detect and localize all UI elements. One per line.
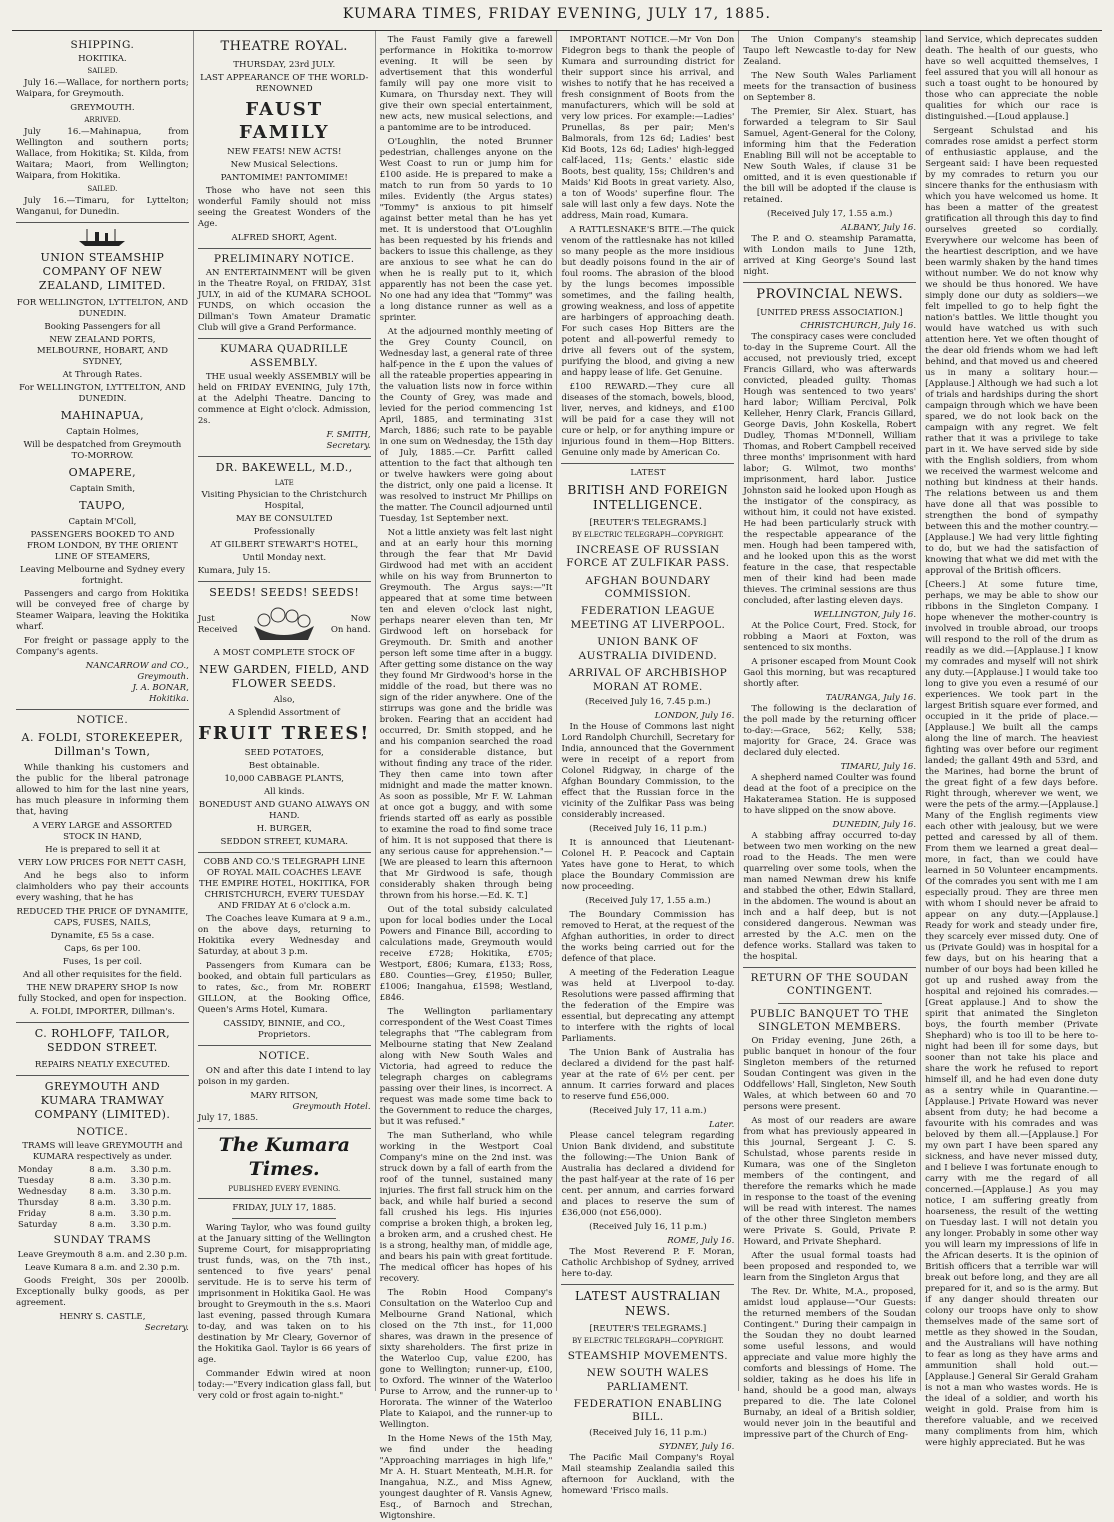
article-sutherland: The man Sutherland, who while working in the Westport Coal Company's mine on the 2nd inst. was struck down by a fall of earth from the roof of the tunnel, sustained many injuries. The first fall struck him on the back, and while half buried a second fall crushed his legs. His injuries comprise a broken thigh, a broken leg, a broken arm, and a crushed chest. He is a strong, healthy man, of middle age, and bears his pain with great fortitude. The medical officer has hopes of his recovery.	[379, 1131, 553, 1284]
cabbage-plants: 10,000 CABBAGE PLANTS,	[224, 774, 345, 785]
dateline-wellington: WELLINGTON, July 16.	[813, 609, 917, 620]
bakewell-late: LATE	[274, 479, 294, 488]
conspiracy-text: The conspiracy cases were concluded to-day in the Supreme Court. All the accused, not previously tried, except Francis Gillard, who was afterwards convicted, pleaded guilty. Thomas Hough was sentenced to two years' hard labor; William Percival, Polk Kelleher, Henry Clark, Francis Gillard, George Davis, John Koskella, Robert Dudley, Thomas M'Donnell, William Thomas, and Robert Campbell received three months' imprisonment with hard labor; G. Wilmot, two months' imprisonment, hard labor. Justice Johnston said he looked upon Hough as the instigator of the conspiracy, as without him, it could not have existed. He had been particularly struck with the respectable appearance of the men. Hough had been tampered with, and he looked upon this as the worst feature in the case, that respectable men of their kind had been made thieves. The criminal sessions are thus concluded, after lasting eleven days.	[743, 331, 917, 606]
tramway-notice: NOTICE.	[76, 1125, 129, 1138]
received-3: (Received July 17, 1.55 a.m.)	[585, 896, 711, 907]
tram-row	[16, 1198, 189, 1209]
tram-am: 8 a.m.	[89, 1176, 116, 1187]
short-agent: ALFRED SHORT, Agent.	[231, 232, 337, 243]
boundary-text: The Boundary Commission has removed to Herat, at the request of the Afghan authorities, in order to direct the works being carried out for the defence of that place.	[561, 910, 735, 965]
received-4: (Received July 17, 11 a.m.)	[589, 1106, 707, 1117]
article-faust: The Faust Family give a farewell performance in Hokitika to-morrow evening. It will be seen by advertisement that this wonderful family will pay one more visit to Kumara, on Thursday next. They will give their own special entertainment, new acts, new musical selections, and a pantomime are to be introduced.	[379, 35, 553, 133]
heading-moran: ARRIVAL OF ARCHBISHOP MORAN AT ROME.	[568, 667, 728, 693]
seed-best: Best obtainable.	[248, 761, 320, 772]
electric-label: BY ELECTRIC TELEGRAPH—COPYRIGHT.	[572, 530, 724, 539]
british-foreign-heading: BRITISH AND FOREIGN INTELLIGENCE.	[567, 483, 729, 513]
publication-date: FRIDAY, JULY 17, 1885.	[232, 1203, 337, 1214]
article-girdwood: Not a little anxiety was felt last night and at an early hour this morning through the fear that Mr David Girdwood had met with an accident while on his way from Brunnerton to Greymouth. The Argus says:—"It appeared that at some time between ten and eleven o'clock last night, perhaps nearer eleven than ten, Mr Girdwood left on horseback for Greymouth. Dr. Smith and another person left some time after in a buggy. After getting some distance on the way they found Mr Girdwood's horse in the middle of the road, but there was no sign of the rider anywhere. One of the stirrups was gone and the bridle was broken. Fearing that an accident had occurred, Dr. Smith stopped, and he and his companion searched the road for a considerable distance, but without finding any trace of the rider. They then came into town after midnight and made the matter known. As soon as possible, Mr F. W. Lahman at once got a buggy, and with some friends started off as early as possible to examine the road to find some trace of him. It is not supposed that there is any serious cause for apprehension."—[We are pleased to learn this afternoon that Mr Girdwood is safe, though considerably shaken through being thrown from his horse.—Ed. K. T.]	[379, 528, 553, 901]
burger-address: SEDDON STREET, KUMARA.	[220, 837, 349, 848]
passengers-booked: PASSENGERS BOOKED TO AND FROM LONDON, BY THE ORIENT LINE OF STEAMERS,	[26, 529, 178, 562]
tram-am: 8 a.m.	[89, 1186, 116, 1197]
tram-day: Wednesday	[18, 1186, 67, 1197]
drapery-shop: THE NEW DRAPERY SHOP Is now fully Stocked, and open for inspection.	[18, 983, 187, 1005]
dateline-london: LONDON, July 16.	[654, 711, 735, 722]
seed-potatoes: SEED POTATOES,	[244, 748, 324, 759]
heading-union-bank: UNION BANK OF AUSTRALIA DIVIDEND.	[578, 636, 718, 662]
commander-weather: Commander Edwin wired at noon today:—"Every indication glass fall, but very cold or frost again to-night."	[197, 1369, 371, 1402]
heading-federation: FEDERATION LEAGUE MEETING AT LIVERPOOL.	[570, 605, 726, 631]
agent-1: NANCARROW and CO.,	[85, 660, 189, 671]
moran-text: The Most Reverend P. F. Moran, Catholic Archbishop of Sydney, arrived here to-day.	[561, 1247, 735, 1280]
preliminary-notice: PRELIMINARY NOTICE.	[213, 252, 355, 265]
burger-name: H. BURGER,	[256, 824, 312, 835]
published-every: PUBLISHED EVERY EVENING.	[228, 1185, 341, 1194]
flower-basket-icon	[244, 606, 324, 644]
garden-seeds: NEW GARDEN, FIELD, AND FLOWER SEEDS.	[199, 663, 370, 691]
reward-notice: £100 REWARD.—They cure all diseases of the stomach, bowels, blood, liver, nerves, and kidneys, and £100 will be paid for a case they will not cure or help, or for anything impure or injurious found in them—Hop Bitters. Genuine only made by American Co.	[561, 382, 735, 458]
dateline-sydney: SYDNEY, July 16.	[659, 1441, 735, 1452]
ritson-place: Greymouth Hotel.	[292, 1101, 371, 1112]
goods-freight: Goods Freight, 30s per 2000lb. Exceptionally bulky goods, as per agreement.	[16, 1275, 189, 1308]
foldi-sell: He is prepared to sell it at	[45, 845, 160, 856]
received-2: (Received July 16, 11 p.m.)	[589, 824, 707, 835]
foldi-fuses: Fuses, 1s per coil.	[62, 957, 142, 968]
poll-text: The following is the declaration of the poll made by the returning officer to-day:—Grace, 562; Kelly, 538; majority for Grace, 24. Grace was declared duly elected.	[743, 703, 917, 758]
banquet-text: On Friday evening, June 26th, a public banquet in honour of the four Singleton members of the returned Soudan Contingent was given in the Oddfellows' Hall, Singleton, New South Wales, at which between 60 and 70 persons were present.	[743, 1036, 917, 1113]
notice-heading: NOTICE.	[76, 713, 129, 726]
tram-day: Tuesday	[18, 1176, 54, 1187]
sunday-1: Leave Greymouth 8 a.m. and 2.30 p.m.	[17, 1249, 188, 1260]
soudan-heading: RETURN OF THE SOUDAN CONTINGENT.	[750, 971, 909, 998]
complete-stock: A MOST COMPLETE STOCK OF	[213, 648, 355, 659]
column-6	[921, 31, 1102, 1448]
seeds-now: Now	[350, 614, 371, 625]
tram-row	[16, 1176, 189, 1187]
agent-2-place: Hokitika.	[148, 693, 189, 704]
usc-route-1: FOR WELLINGTON, LYTTELTON, AND DUNEDIN.	[16, 297, 189, 319]
tram-pm: 3.30 p.m.	[130, 1165, 172, 1176]
banquet-heading: PUBLIC BANQUET TO THE SINGLETON MEMBERS.	[750, 1007, 910, 1033]
foldi-stock: A VERY LARGE and ASSORTED STOCK IN HAND,	[32, 821, 173, 843]
ship-1-when: Will be despatched from Greymouth TO-MORROW.	[23, 439, 182, 461]
ship-taupo: TAUPO,	[79, 498, 126, 512]
ship-1-captain: Captain Holmes,	[66, 426, 139, 437]
ritson-name: MARY RITSON,	[250, 1090, 319, 1101]
seeds-banner	[198, 604, 371, 646]
article-subsidy: Out of the total subsidy calculated upon for local bodies under the Local Powers and Finance Bill, according to calculations made, Greymouth would receive £728; Hokitika, £705; Westport, £806; Kumara, £133; Ross, £80. Counties—Grey, £1950; Buller, £1006; Inangahua, £1598; Westland, £846.	[379, 905, 553, 1003]
reuters-label-2: [REUTER'S TELEGRAMS.]	[589, 1323, 707, 1334]
tramway-leave: TRAMS will leave GREYMOUTH and KUMARA respectively as under.	[22, 1141, 183, 1163]
reuters-label: [REUTER'S TELEGRAMS.]	[589, 517, 707, 528]
po-text: The P. and O. steamship Paramatta, with London mails to June 12th, arrived at King George's Sound last night.	[743, 234, 917, 277]
tram-day: Monday	[18, 1165, 53, 1176]
upa-label: [UNITED PRESS ASSOCIATION.]	[756, 307, 903, 318]
bonedust: BONEDUST AND GUANO ALWAYS ON HAND.	[198, 800, 370, 822]
cassidy-proprietors: CASSIDY, BINNIE, and CO., Proprietors.	[223, 1019, 346, 1041]
sailed-label-2: SAILED.	[87, 185, 118, 194]
bakewell-hotel: AT GILBERT STEWART'S HOTEL,	[210, 540, 359, 551]
cancel-text: Please cancel telegram regarding Union Bank dividend, and substitute the following:—The Union Bank of Australia has declared a dividend for the past half-year at the rate of 16 per cent. per annum, and carries forward and places to reserve the sum of £36,000 (not £56,000).	[561, 1131, 735, 1219]
faust-text: Those who have not seen this wonderful Family should not miss seeing the Greatest Wonders of the Age.	[197, 185, 371, 229]
tram-am: 8 a.m.	[89, 1208, 116, 1219]
seeds-onhand: On hand.	[330, 625, 371, 636]
notice-heading-2: NOTICE.	[258, 1050, 310, 1063]
usc-through: At Through Rates.	[62, 369, 143, 380]
ship-mahinapua: MAHINAPUA,	[60, 408, 145, 422]
tram-pm: 3.30 p.m.	[130, 1197, 172, 1208]
received-7: (Received July 17, 1.55 a.m.)	[767, 209, 893, 219]
electric-label-2: BY ELECTRIC TELEGRAPH—COPYRIGHT.	[572, 1336, 724, 1345]
entertainment-text: AN ENTERTAINMENT will be given in the Theatre Royal, on FRIDAY, 31st JULY, in aid of the KUMARA SCHOOL FUNDS, on which occasion the Dillman's Town Amateur Dramatic Club will give a Grand Performance.	[197, 268, 371, 334]
tram-row	[16, 1220, 189, 1231]
dateline-timaru: TIMARU, July 16.	[840, 761, 917, 772]
dateline-albany: ALBANY, July 16.	[841, 223, 917, 233]
greymouth-heading: GREYMOUTH.	[70, 103, 135, 114]
tram-am: 8 a.m.	[89, 1219, 116, 1230]
heading-russian-force: INCREASE OF RUSSIAN FORCE AT ZULFIKAR PASS.	[566, 543, 730, 570]
arrived-label: ARRIVED.	[84, 116, 121, 125]
article-robin-hood: The Robin Hood Company's Consultation on the Waterloo Cup and Melbourne Grand National, which closed on the 7th inst., for 11,000 shares, was drawn in the presence of sixty shareholders. The first prize in the Waterloo Cup, value £200, has gone to Wellington; runner-up, £100, to Oxford. The winner of the Waterloo Purse to Arrow, and the runner-up to Hororata. The winner of the Waterloo Plate to Kaiapoi, and the runner-up to Wellington.	[379, 1288, 553, 1430]
bakewell-visiting: Visiting Physician to the Christchurch Hospital,	[201, 490, 368, 512]
union-taupo: The Union Company's steamship Taupo left Newcastle to-day for New Zealand.	[743, 35, 917, 67]
ship-2-captain: Captain Smith,	[69, 483, 136, 494]
castle-title: Secretary.	[144, 1322, 189, 1333]
tram-row	[16, 1209, 189, 1220]
agent-2: J. A. BONAR,	[132, 682, 189, 693]
seeds-also: Also,	[273, 695, 295, 706]
received-1: (Received July 16, 7.45 p.m.)	[585, 697, 711, 708]
white-speech: The Rev. Dr. White, M.A., proposed, amidst loud applause—"Our Guests: the returned members of the Soudan Contingent." During their campaign in the Soudan they no doubt learned some useful lessons, and would appreciate and value more highly the comforts and blessings of Home. The soldier, taking as he does his life in hand, should be a good man, always prepared to die. The late Colonel Burnaby, an ideal of a British soldier, would never join in the beautiful and impressive part of the Church of Eng-	[743, 1287, 917, 1441]
foldi-text: While thanking his customers and the public for the liberal patronage allowed to him for the last nine years, has much pleasure in informing them that, having	[16, 763, 189, 818]
heading-fed-bill: FEDERATION ENABLING BILL.	[573, 1398, 723, 1424]
later-label: Later.	[709, 1120, 735, 1131]
schulstad-text: As most of our readers are aware from what has previously appeared in this journal, Sergeant J. C. S. Schulstad, whose parents reside in Kumara, was one of the Singleton members of the contingent, and therefore the remarks which he made in response to the toast of the evening will be read with interest. The names of the other three Singleton members were Private S. Gould, Private P. Howard, and Private Shephard.	[743, 1116, 917, 1248]
tram-pm: 3.30 p.m.	[130, 1219, 172, 1230]
dateline-christchurch: CHRISTCHURCH, July 16.	[800, 320, 917, 331]
prisoner-text: A prisoner escaped from Mount Cook Gaol this morning, but was recaptured shortly after.	[743, 656, 917, 689]
received-5: (Received July 16, 11 p.m.)	[589, 1222, 707, 1233]
usc-ports: NEW ZEALAND PORTS, MELBOURNE, HOBART, AND SYDNEY,	[36, 334, 169, 367]
cargo-note: Passengers and cargo from Hokitika will be conveyed free of charge by Steamer Waipara, leaving the Hokitika wharf.	[16, 588, 189, 632]
premier-text: The Premier, Sir Alex. Stuart, has forwarded a telegram to Sir Saul Samuel, Agent-General for the Colony, informing him that the Federation Enabling Bill will not be acceptable to New South Wales, if clause 31 be omitted, and it is even questionable if the bill will be adopted if the clause is retained.	[743, 107, 917, 205]
theatre-royal-title: THEATRE ROYAL.	[220, 39, 348, 54]
police-text: At the Police Court, Fred. Stock, for robbing a Maori at Foxton, was sentenced to six months.	[743, 620, 917, 653]
latest-label: LATEST	[630, 468, 666, 478]
foldi-prices: VERY LOW PRICES FOR NETT CASH,	[18, 858, 187, 869]
speech-continued-2: Sergeant Schulstad and his comrades rose amidst a perfect storm of enthusiastic applause, and the Sergeant said: I have been requested by my comrades to return you our sincere thanks for the enthusiasm with which you have welcomed us home. It has been a matter of the greatest gratification all through this day to find ourselves greeted so cordially. Everywhere our welcome has been of the heartiest description, and we have been warmly shaken by the hand times without number. We do not know why we should be thus honored. We have simply done our duty as soldiers—we felt impelled to go to help fight the nation's battles. We little thought you would have watched us with such attention here. Yet we often thought of the dear old friends whom we had left behind, and that moved us and cheered us in many a solitary hour.—[Applause.] Although we had such a lot of trials and hardships during the short campaign through which we have been spared, we do not look back on the campaign with any regret. We felt rather that it was a privilege to take part in it. We have served side by side with the English soldiers, from whom we received the warmest welcome and nothing but kindness at their hands. The relations between us and them have done all that was possible to strengthen the bond of sympathy between this and the mother country.—[Applause.] We had very little fighting to do, but we had the satisfaction of knowing that what we did met with the approval of the British officers.	[925, 126, 1098, 576]
last-appearance: LAST APPEARANCE OF THE WORLD-RENOWNED	[200, 72, 369, 94]
smith-title: Secretary.	[326, 441, 371, 451]
tram-day: Friday	[18, 1208, 46, 1219]
cobb-coaches: COBB AND CO.'S TELEGRAPH LINE OF ROYAL MAIL COACHES LEAVE THE EMPIRE HOTEL, HOKITIKA, FOR CHRISTCHURCH, EVERY TUESDAY AND FRIDAY At 6 o'clock a.m.	[199, 857, 370, 912]
foldi-reduced: REDUCED THE PRICE OF DYNAMITE, CAPS, FUSES, NAILS,	[16, 907, 189, 929]
agent-1-place: Greymouth.	[137, 671, 189, 682]
seeds-just: Just	[197, 614, 215, 625]
tram-timetable	[16, 1165, 189, 1230]
ship-omapere: OMAPERE,	[68, 465, 137, 479]
quadrille-title: KUMARA QUADRILLE ASSEMBLY.	[220, 343, 349, 369]
quadrille-text: THE usual weekly ASSEMBLY will be held on FRIDAY EVENING, July 17th, at the Adelphi Theatre. Dancing to commence at Eight o'clock. Admission, 2s.	[197, 372, 371, 426]
masthead: KUMARA TIMES, FRIDAY EVENING, JULY 17, 1885.	[12, 0, 1102, 31]
column-4	[557, 31, 739, 1496]
pantomime: PANTOMIME! PANTOMIME!	[220, 172, 348, 183]
smith-name: F. SMITH,	[326, 430, 371, 440]
ship-3-captain: Captain M'Coll,	[68, 516, 137, 527]
received-6: (Received July 16, 11 p.m.)	[589, 1427, 707, 1438]
greymouth-sailed: July 16.—Timaru, for Lyttelton; Wanganui, for Dunedin.	[16, 196, 189, 218]
dateline-dunedin: DUNEDIN, July 16.	[832, 819, 917, 830]
nsw-parliament: The New South Wales Parliament meets for the transaction of business on September 8.	[743, 71, 917, 103]
castle-name: HENRY S. CASTLE,	[59, 1311, 146, 1322]
rohloff-title: C. ROHLOFF, TAILOR, SEDDON STREET.	[34, 1027, 171, 1055]
announced-text: It is announced that Lieutenant-Colonel H. P. Peacock and Captain Yates have gone to Herat, to which place the Boundary Commission are now proceeding.	[561, 838, 735, 893]
bakewell-title: DR. BAKEWELL, M.D.,	[215, 461, 353, 474]
fruit-trees: FRUIT TREES!	[198, 723, 371, 745]
seeds-splendid: A Splendid Assortment of	[228, 708, 340, 719]
coaches-text: The Coaches leave Kumara at 9 a.m., on the above days, returning to Hokitika every Wednesday and Saturday, at about 3 p.m.	[197, 914, 371, 958]
seeds-received: Received	[197, 625, 238, 636]
sunday-2: Leave Kumara 8 a.m. and 2.30 p.m.	[24, 1262, 180, 1273]
important-notice: IMPORTANT NOTICE.—Mr Von Don Fidegron begs to thank the people of Kumara and surrounding district for their support since his arrival, and wishes to notify that he has received a fresh consignment of Boots from the manufacturers, which will be sold at very low prices. For example:—Ladies' Prunellas, 8s per pair; Men's Balmorals, from 12s 6d; Ladies' best Kid Boots, 12s 6d; Ladies' high-legged calf-laced, 11s; Gents.' elastic side Boots, best quality, 15s; Children's and Maids' Kid Boots in great variety. Also, a ton of Woods' superfine flour. The sale will last only a few days. Note the address, Main road, Kumara.	[561, 35, 735, 221]
faust-family-title: FAUST FAMILY	[239, 98, 330, 143]
coaches-passengers: Passengers from Kumara can be booked, and obtain full particulars as to rates, &c., from Mr. ROBERT GILLON, at the Booking Office, Queen's Arms Hotel, Kumara.	[197, 961, 371, 1016]
union-bank-text: The Union Bank of Australia has declared a dividend for the past half-year at the rate of 6½ per cent. per annum. It carries forward and places to reserve fund £56,000.	[561, 1048, 735, 1103]
greymouth-arrived: July 16.—Mahinapua, from Wellington and southern ports; Wallace, from Hokitika; St. Kilda, from Waitara; Maori, from Wellington; Waipara, from Hokitika.	[16, 127, 189, 182]
poison-notice: ON and after this date I intend to lay poison in my garden.	[197, 1065, 371, 1087]
all-kinds: All kinds.	[263, 787, 305, 798]
leaving-note: Leaving Melbourne and Sydney every fortnight.	[19, 564, 185, 586]
tramway-title: GREYMOUTH AND KUMARA TRAMWAY COMPANY (LIMITED).	[34, 1079, 171, 1121]
article-home-news: In the Home News of the 15th May, we find under the heading "Approaching marriages in high life," Mr A. H. Stuart Menteath, M.H.R. for Inangahua, N.Z., and Miss Agnew, youngest daughter of R. Vansis Agnew, Esq., of Barnoch and Strechan, Wigtonshire.	[379, 1434, 553, 1521]
paper-title: The Kumara Times.	[218, 1133, 350, 1181]
speech-continued-1: land Service, which deprecates sudden death. The health of our guests, who have so well acquitted themselves, I feel assured that you will all honour as such a toast ought to be honoured by those who can appreciate the noble qualities for which our race is distinguished.—[Loud applause.]	[925, 35, 1098, 122]
foldi-caps: Caps, 6s per 100.	[64, 944, 141, 955]
theatre-date: THURSDAY, 23rd JULY.	[233, 59, 336, 70]
tram-pm: 3.30 p.m.	[130, 1176, 172, 1187]
tram-row	[16, 1187, 189, 1198]
rattlesnake-bite: A RATTLESNAKE'S BITE.—The quick venom of the rattlesnake has not killed so many people as the more insidious but deadly poisons found in the air of foul rooms. The abrasion of the blood by the lungs becomes impossible sometimes, and the failing health, growing weakness, and loss of appetite are harbingers of approaching death. For such cases Hop Bitters are the potent and all-powerful remedy to drive all fevers out of the system, purifying the blood, and giving a new and happy lease of life. Get Genuine.	[561, 225, 735, 378]
shepherd-text: A shepherd named Coulter was found dead at the foot of a precipice on the Hakateramea Station. He is supposed to have slipped on the snow above.	[743, 772, 917, 816]
article-oloughlin: O'Loughlin, the noted Brunner pedestrian, challenges anyone on the West Coast to run or jump him for £100 aside. He is prepared to make a match to run from 50 yards to 10 miles. Evidently (the Argus states) "Tommy" is anxious to pit himself against better metal than he has yet met. It is understood that O'Loughlin has been requested by his friends and backers to issue this challenge, as they are anxious to see what he can do when he is really put to it, which apparently has not been the case yet. No one had any idea that "Tommy" was a long distance runner as well as a sprinter.	[379, 137, 553, 323]
stabbing-text: A stabbing affray occurred to-day between two men working on the new road to the Heads. The men were quarreling over some tools, when the man named Newman drew his knife and stabbed the other, Edwin Stallard, in the abdomen. The wound is about an inch and a half deep, but is not considered dangerous. Newman was arrested by the A.C. men on the defence works. Stallard was taken to the hospital.	[743, 830, 917, 962]
shipping-heading: SHIPPING.	[70, 39, 135, 51]
bakewell-date: Kumara, July 15.	[197, 566, 271, 577]
repairs-note: REPAIRS NEATLY EXECUTED.	[34, 1059, 170, 1070]
foldi-dynamite: Dynamite, £5 5s a case.	[50, 931, 155, 942]
new-feats: NEW FEATS! NEW ACTS!	[227, 146, 342, 157]
dateline-rome: ROME, July 16.	[667, 1236, 735, 1247]
foldi-begs: And he begs also to inform claimholders who pay their accounts every washing, that he has	[16, 871, 189, 904]
heading-nsw: NEW SOUTH WALES PARLIAMENT.	[586, 1367, 710, 1393]
heading-steamship: STEAMSHIP MOVEMENTS.	[567, 1349, 729, 1362]
tram-row	[16, 1165, 189, 1176]
hokitika-sailed: July 16.—Wallace, for northern ports; Waipara, for Greymouth.	[16, 78, 189, 100]
speech-continued-3: [Cheers.] At some future time, perhaps, we may be able to show our ribbons in the Singleton Company. I hope whenever the mother-country is involved in trouble abroad, our troops will respond to the roll of the drum as readily as we did.—[Applause.] I know my comrades and myself will not shirk any duty.—[Applause.] I would take too long to give you even a resumé of our experiences. We took part in the largest British square ever formed, and occupied in it the pride of place.—[Applause.] We built all the camps along the line of march. The heaviest fighting was over before our regiment landed; the gallant 49th and 53rd, and the Marines, had borne the brunt of the great fight of a few days before. Right through, wherever we went, we were the pets of the army.—[Applause.] Many of the English regiments view each other with jealousy, but we were petted and caressed by all of them. From them we learned a great deal—more, in fact, than we could have learned in 50 Volunteer encampments. Of the comrades you sent with me I am especially proud. They are three men with whom I should never be afraid to appear on any duty.—[Applause.] Ready for work and steady under fire, they scarcely ever missed duty. One of us (Private Gould) was in hospital for a few days, but on his hearing that a number of our boys had been killed he got up and rushed away from the hospital and rejoined his comrades.—[Great applause.] And to show the spirit that animated the Singleton boys, the fourth member (Private Shephard) who is too ill to be here to-night had been ill for some days, but sooner than not take his place and share the work he refused to report himself ill, and he had even done duty as a sentry while in Quarantine.—[Applause.] Private Howard was never absent from duty; he had become a favourite with his comrades and was beloved by them all.—[Applause.] For my own part I have been spared any sickness, and have never missed duty, and I believe I was fortunate enough to carry with me the regard of all concerned.—[Applause.] As you may notice, I am suffering greatly from hoarseness, the result of the wetting on Tuesday last. I will not detain you any longer. Probably in some other way you will learn my impressions of life in the African deserts. It is the opinion of British officers that a terrible war will break out before long, and they are all prepared for it, and so is the army. But if any danger should threaten our colony our troops have only to show themselves made of the same sort of mettle as they showed in the Soudan, and the Australians will have nothing to fear as long as they have arms and ammunition shall hold out.—[Applause.] General Sir Gerald Graham is not a man who wastes words. He is the ideal of a soldier, and worth his weight in gold. Praise from him is therefore valuable, and we received many compliments from him, which were highly appreciated. But he was	[925, 580, 1098, 1448]
bakewell-consulted: MAY BE CONSULTED	[235, 514, 333, 525]
after-text: After the usual formal toasts had been proposed and responded to, we learn from the Singleton Argus that	[743, 1251, 917, 1284]
usc-route-2: For WELLINGTON, LYTTELTON, AND DUNEDIN.	[19, 382, 186, 404]
tram-day: Saturday	[18, 1219, 58, 1230]
waring-taylor-article: Waring Taylor, who was found guilty at the January sitting of the Wellington Supreme Court, for misappropriating trust funds, was, on the 7th inst., sentenced to five years' penal servitude. He is to serve his term of imprisonment in Hokitika Gaol. He was brought to Greymouth in the s.s. Maori last evening, passed through Kumara to-day, and was taken on to his destination by Mr Cleary, Governor of the Hokitika Gaol. Taylor is 66 years of age.	[197, 1223, 371, 1366]
foldi-signature: A. FOLDI, IMPORTER, Dillman's.	[29, 1007, 175, 1018]
column-3	[376, 31, 558, 1521]
tram-day: Thursday	[18, 1197, 59, 1208]
ritson-date: July 17, 1885.	[197, 1112, 259, 1123]
provincial-news-heading: PROVINCIAL NEWS.	[756, 287, 904, 302]
union-steamship-title: UNION STEAMSHIP COMPANY OF NEW ZEALAND, LIMITED.	[38, 251, 166, 293]
usc-booking: Booking Passengers for all	[44, 321, 161, 332]
foldi-title: A. FOLDI, STOREKEEPER, Dillman's Town,	[21, 731, 184, 759]
sailed-label: SAILED.	[87, 67, 118, 76]
federation-text: A meeting of the Federation League was held at Liverpool to-day. Resolutions were passed affirming that the federation of the Empire was essential, but deprecating any attempt to interfere with the rights of local Parliaments.	[561, 968, 735, 1045]
article-council: At the adjourned monthly meeting of the Grey County Council, on Wednesday last, a general rate of three half-pence in the £ upon the values of all the rateable properties appearing in the valuation lists now in force within the County of Grey, was made and levied for the period commencing 1st April, 1885, and terminating 31st March, 1886; such rate to be payable in one sum on Wednesday, the 15th day of July, 1885.—Cr. Parfitt called attention to the fact that although ten or twelve hawkers were going about the district, only one paid a license. It was resolved to instruct Mr Phillips on the matter. The Council adjourned until Tuesday, 1st September next.	[379, 327, 553, 524]
tram-pm: 3.30 p.m.	[130, 1186, 172, 1197]
tram-pm: 3.30 p.m.	[130, 1208, 172, 1219]
heading-afghan: AFGHAN BOUNDARY COMMISSION.	[585, 574, 711, 600]
bakewell-prof: Professionally	[253, 527, 315, 538]
pacific-text: The Pacific Mail Company's Royal Mail steamship Zealandia sailed this afternoon for Auckland, with the homeward 'Frisco mails.	[561, 1452, 735, 1496]
column-2	[194, 31, 376, 1402]
tram-am: 8 a.m.	[89, 1165, 116, 1176]
tram-am: 8 a.m.	[89, 1197, 116, 1208]
new-music: New Musical Selections.	[230, 159, 338, 170]
commons-text: In the House of Commons last night Lord Randolph Churchill, Secretary for India, announced that the Government were in receipt of a report from Colonel Ridgway, in charge of the Afghan Boundary Commission, to the effect that the Russian force in the vicinity of the Zulfikar Pass was being considerably increased.	[561, 722, 735, 821]
bakewell-until: Until Monday next.	[242, 553, 327, 564]
dateline-tauranga: TAURANGA, July 16.	[825, 692, 917, 703]
column-1	[12, 31, 194, 1391]
column-5	[739, 31, 921, 1441]
freight-note: For freight or passage apply to the Company's agents.	[16, 635, 189, 657]
steamship-icon	[77, 227, 127, 247]
latest-australian-heading: LATEST AUSTRALIAN NEWS.	[574, 1289, 721, 1319]
foldi-other: And all other requisites for the field.	[22, 970, 182, 981]
hokitika-heading: HOKITIKA.	[78, 54, 127, 65]
article-cablegram: The Wellington parliamentary correspondent of the West Coast Times telegraphs that "The cablegram from Melbourne stating that New Zealand along with New South Wales and Victoria, had agreed to reduce the telegraph charges on cablegrams passing over their lines, is incorrect. A request was made some time back to the Government to reduce the charges, but it was refused."	[379, 1007, 553, 1127]
seeds-title: SEEDS! SEEDS! SEEDS!	[209, 586, 360, 600]
sunday-trams-heading: SUNDAY TRAMS	[53, 1234, 152, 1247]
